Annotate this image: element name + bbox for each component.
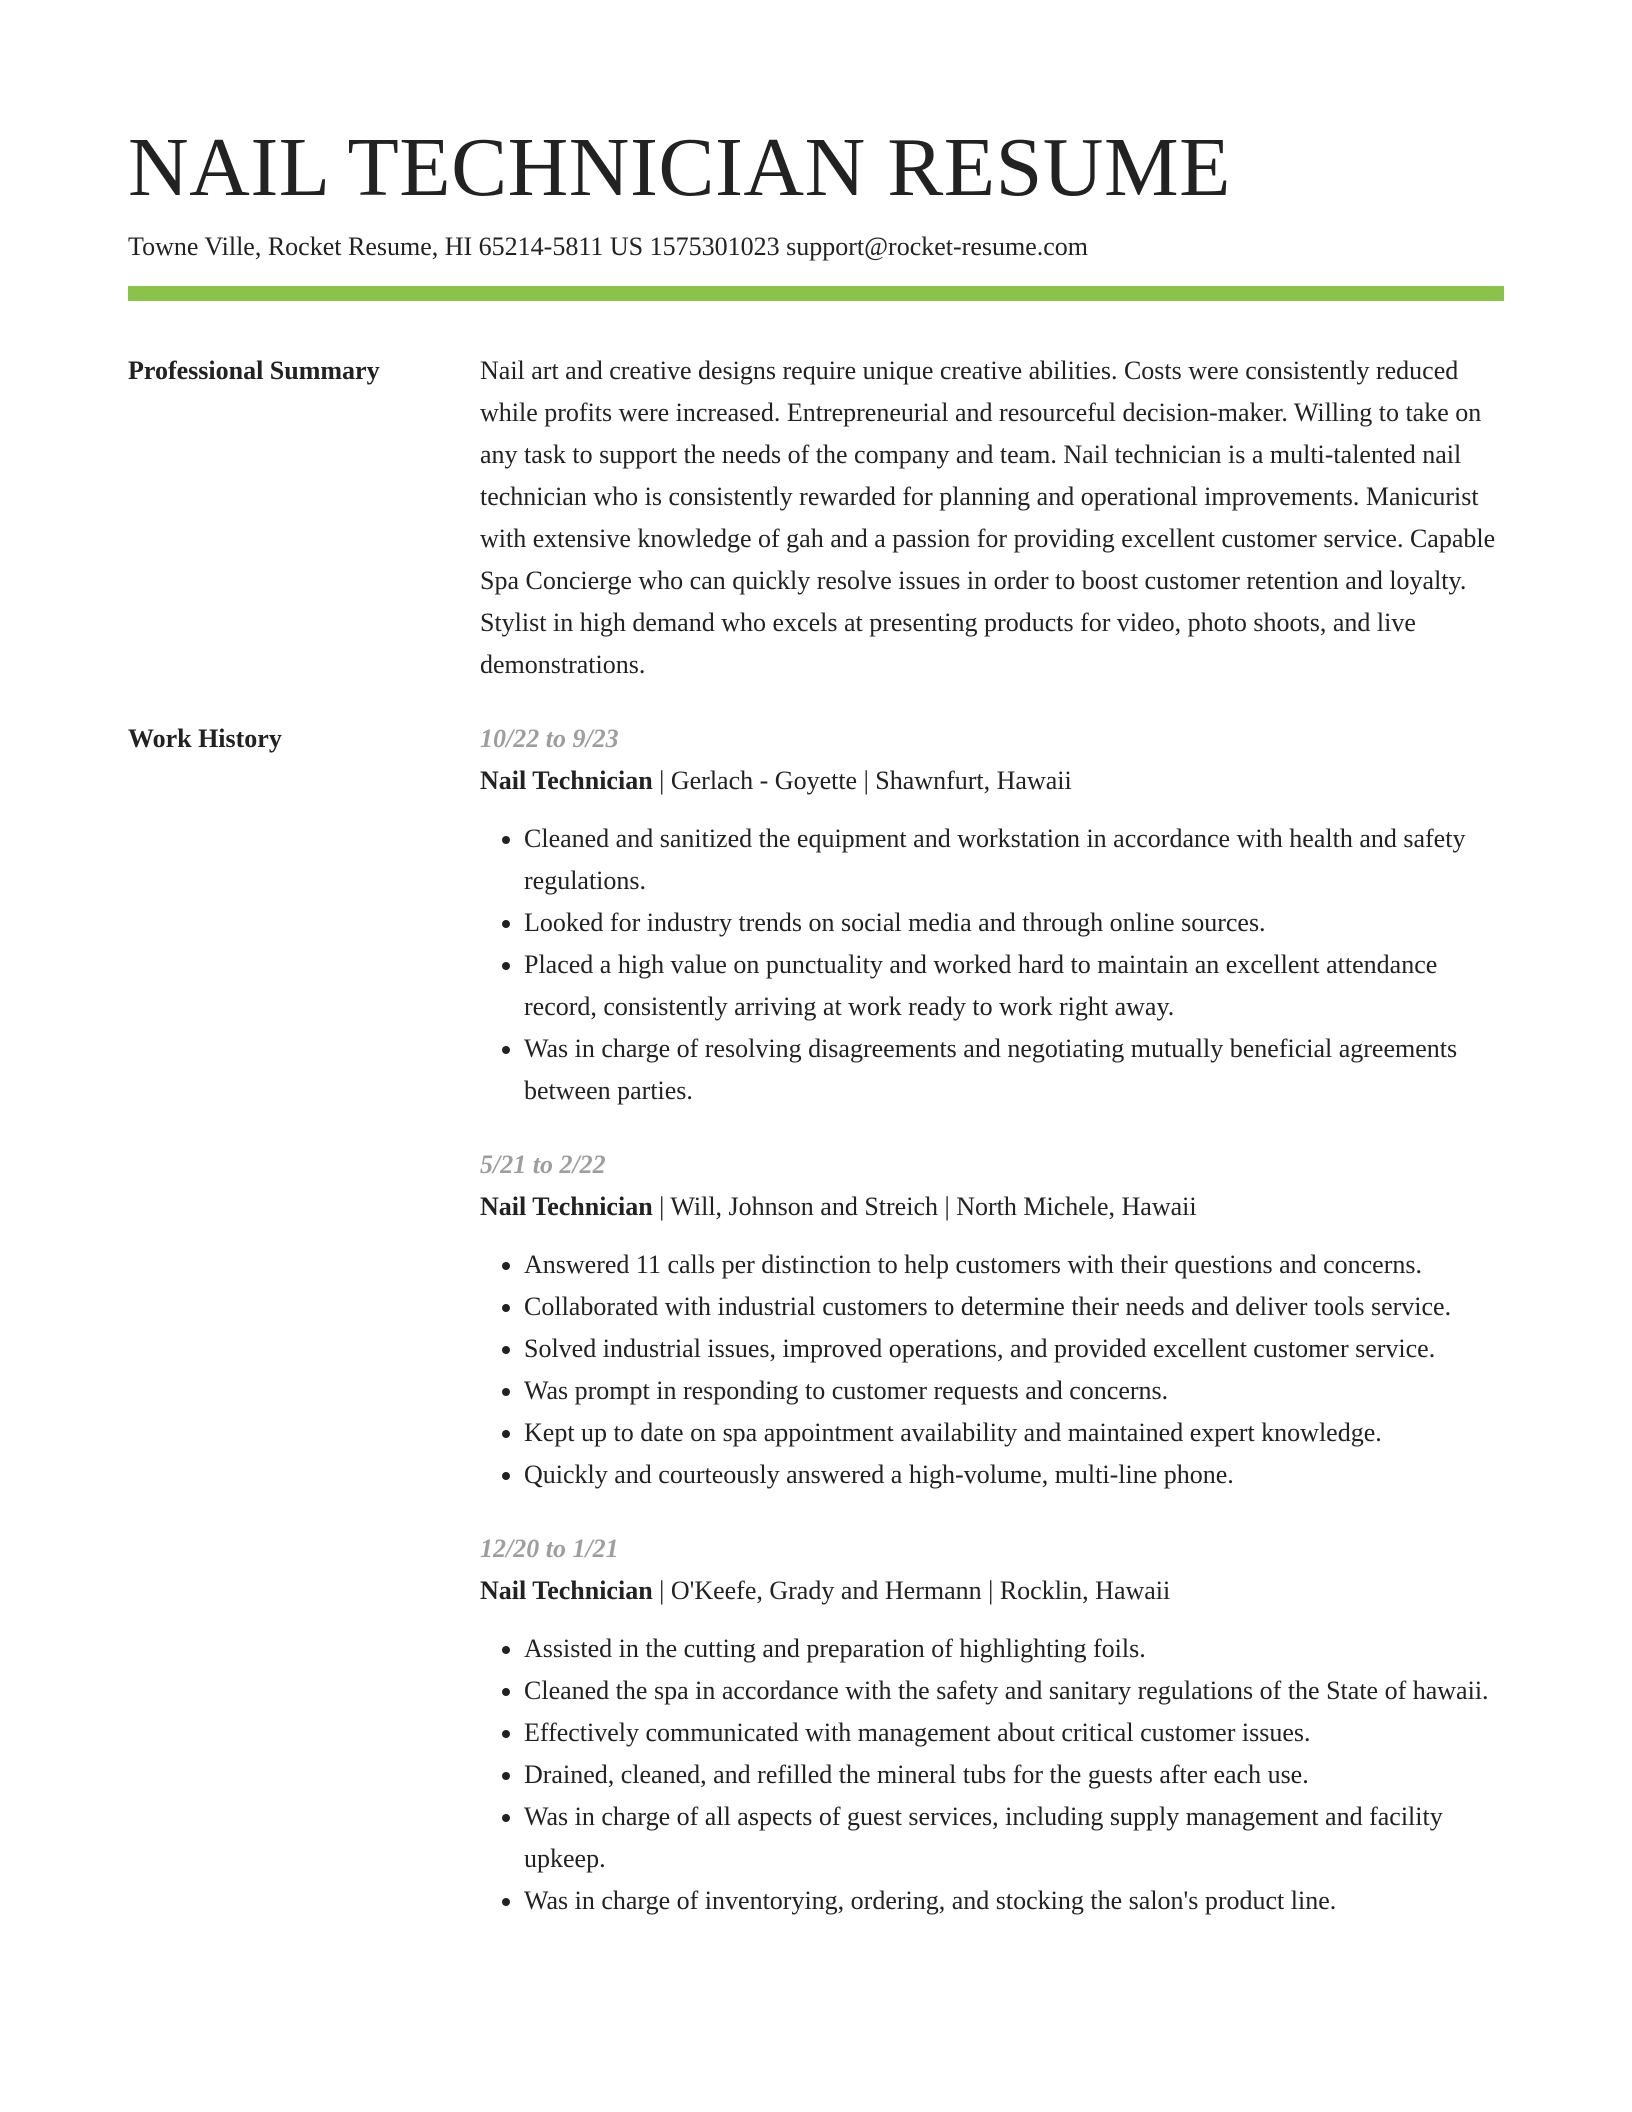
summary-body bbox=[480, 350, 1504, 686]
job-duty: • Cleaned and sanitized the equipment and workstation in accordance with health and safety regulations. bbox=[524, 818, 1504, 902]
job-duty: • Quickly and courteously answered a high-volume, multi-line phone. bbox=[524, 1454, 1504, 1496]
job-duty: • Was in charge of all aspects of guest services, including supply management and facility upkeep. bbox=[524, 1796, 1504, 1880]
work-history-section bbox=[128, 718, 1504, 1954]
job-duties-list bbox=[480, 818, 1504, 1112]
header-divider bbox=[128, 286, 1504, 301]
job-duty: • Effectively communicated with management about critical customer issues. bbox=[524, 1712, 1504, 1754]
job-entry bbox=[480, 1528, 1504, 1922]
contact-info: Towne Ville, Rocket Resume, HI 65214-5811 US 1575301023 support@rocket-resume.com bbox=[128, 232, 1089, 261]
job-duty: • Looked for industry trends on social media and through online sources. bbox=[524, 902, 1504, 944]
job-heading bbox=[480, 1186, 1504, 1228]
section-label-summary: Professional Summary bbox=[128, 356, 380, 385]
job-employer-location: | O'Keefe, Grady and Hermann | Rocklin, Hawaii bbox=[652, 1576, 1171, 1605]
job-title: Nail Technician bbox=[480, 1192, 653, 1221]
job-duty: • Placed a high value on punctuality and worked hard to maintain an excellent attendance record, consistently arriving at work ready to work right away. bbox=[524, 944, 1504, 1028]
job-dates: 10/22 to 9/23 bbox=[480, 724, 619, 753]
job-entry bbox=[480, 1144, 1504, 1496]
section-label-work-history: Work History bbox=[128, 724, 282, 753]
job-employer-location: | Will, Johnson and Streich | North Michele, Hawaii bbox=[652, 1192, 1197, 1221]
job-title: Nail Technician bbox=[480, 1576, 653, 1605]
job-duty: • Was prompt in responding to customer requests and concerns. bbox=[524, 1370, 1504, 1412]
job-duty: • Was in charge of resolving disagreements and negotiating mutually beneficial agreements between parties. bbox=[524, 1028, 1504, 1112]
job-duty: • Assisted in the cutting and preparation of highlighting foils. bbox=[524, 1628, 1504, 1670]
job-title: Nail Technician bbox=[480, 766, 653, 795]
job-dates: 12/20 to 1/21 bbox=[480, 1534, 619, 1563]
resume-header bbox=[128, 118, 1504, 264]
professional-summary-section bbox=[128, 350, 1504, 686]
job-employer-location: | Gerlach - Goyette | Shawnfurt, Hawaii bbox=[652, 766, 1072, 795]
job-duty: • Drained, cleaned, and refilled the mineral tubs for the guests after each use. bbox=[524, 1754, 1504, 1796]
summary-text: Nail art and creative designs require unique creative abilities. Costs were consistently reduced while profits were increased. Entrepreneurial and resourceful decision-maker. Willing to take on any task to support the needs of the company and team. Nail technician is a multi-talented nail technician who is consistently rewarded for planning and operational improvements. Manicurist with extensive knowledge of gah and a passion for providing excellent customer service. Capable Spa Concierge who can quickly resolve issues in order to boost customer retention and loyalty. Stylist in high demand who excels at presenting products for video, photo shoots, and live demonstrations. bbox=[480, 356, 1496, 679]
job-dates: 5/21 to 2/22 bbox=[480, 1150, 606, 1179]
job-duty: • Kept up to date on spa appointment availability and maintained expert knowledge. bbox=[524, 1412, 1504, 1454]
job-duty: • Collaborated with industrial customers to determine their needs and deliver tools service. bbox=[524, 1286, 1504, 1328]
job-heading bbox=[480, 1570, 1504, 1612]
job-duties-list bbox=[480, 1628, 1504, 1922]
job-entry bbox=[480, 718, 1504, 1112]
job-duty: • Solved industrial issues, improved operations, and provided excellent customer service. bbox=[524, 1328, 1504, 1370]
resume-title: NAIL TECHNICIAN RESUME bbox=[128, 121, 1231, 214]
resume-content bbox=[128, 350, 1504, 1954]
job-duty: • Answered 11 calls per distinction to help customers with their questions and concerns. bbox=[524, 1244, 1504, 1286]
job-duty: • Was in charge of inventorying, ordering, and stocking the salon's product line. bbox=[524, 1880, 1504, 1922]
job-duty: • Cleaned the spa in accordance with the safety and sanitary regulations of the State of hawaii. bbox=[524, 1670, 1504, 1712]
job-heading bbox=[480, 760, 1504, 802]
work-history-body bbox=[480, 718, 1504, 1954]
job-duties-list bbox=[480, 1244, 1504, 1496]
